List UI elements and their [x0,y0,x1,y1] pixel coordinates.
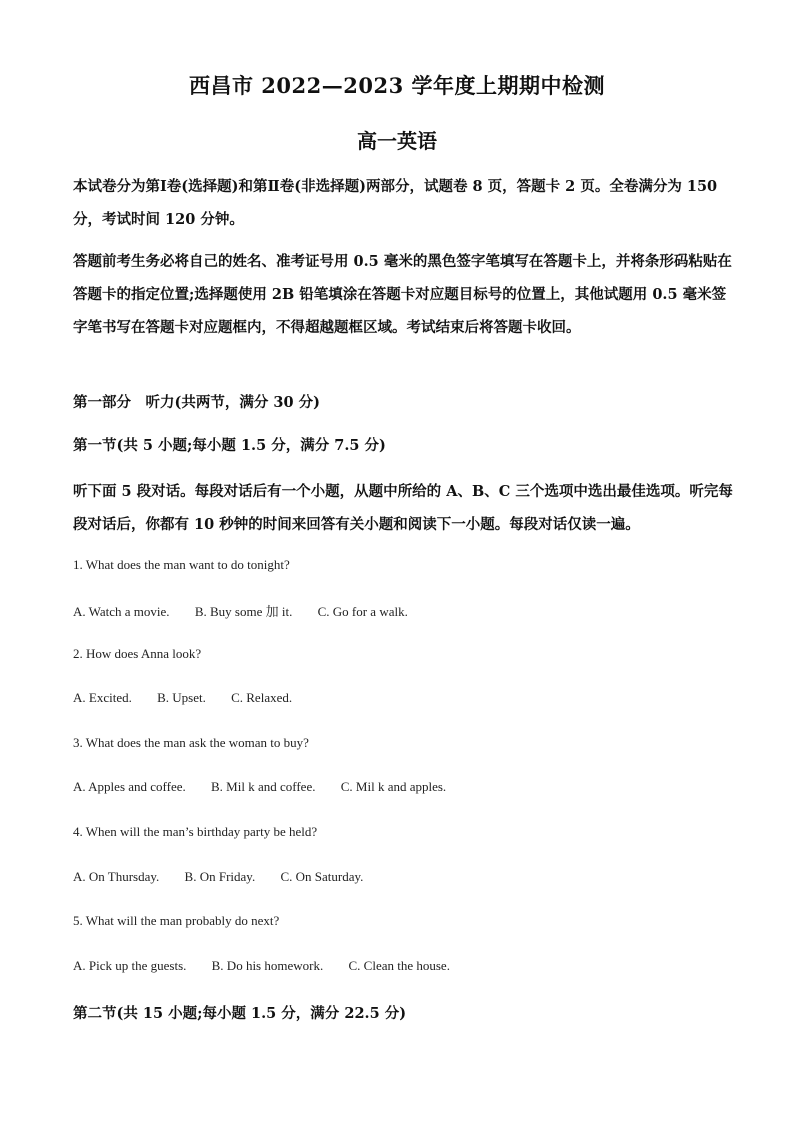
question-3-stem: 3. What does the man ask the woman to buy? [73,735,309,750]
question-1-stem: 1. What does the man want to do tonight? [73,557,290,572]
q4-option-a: A. On Thursday. [73,869,160,884]
q5-option-a: A. Pick up the guests. [73,958,187,973]
question-5-stem: 5. What will the man probably do next? [73,913,280,928]
question-3-options [73,779,468,795]
q1-option-b: B. Buy some 加 it. [194,604,293,619]
q5-option-c: C. Clean the house. [348,958,450,973]
question-5-options [73,958,472,974]
part1-heading: 第一部分 听力(共两节，满分 30 分) [73,394,320,411]
question-2-options [73,690,314,706]
question-2-stem: 2. How does Anna look? [73,646,202,661]
instructions-paragraph: 答题前考生务必将自己的姓名、准考证号用 0.5 毫米的黑色签字笔填写在答题卡上，并将条形码粘贴在答题卡的指定位置;选择题使用 2B 铅笔填涂在答题卡对应题目标号的位置上，其他试题用 0.5 毫米签字笔书写在答题卡对应题框内，不得超越题框区域。考试结束后将答题卡收回。 [73,253,732,336]
intro-paragraph: 本试卷分为第Ⅰ卷(选择题)和第Ⅱ卷(非选择题)两部分，试题卷 8 页，答题卡 2 页。全卷满分为 150 分，考试时间 120 分钟。 [73,178,718,228]
question-4-stem: 4. When will the man’s birthday party be held? [73,824,318,839]
exam-title: 西昌市 2022—2023 学年度上期期中检测 [188,73,605,98]
q1-option-c: C. Go for a walk. [317,604,408,619]
q3-option-a: A. Apples and coffee. [73,779,186,794]
q2-option-c: C. Relaxed. [231,690,293,705]
q1-option-a: A. Watch a movie. [73,604,170,619]
q2-option-b: B. Upset. [157,690,206,705]
q4-option-b: B. On Friday. [184,869,256,884]
q4-option-c: C. On Saturday. [280,869,364,884]
question-1-options [73,601,430,620]
q3-option-b: B. Mil k and coffee. [211,779,316,794]
section2-heading: 第二节(共 15 小题;每小题 1.5 分，满分 22.5 分) [73,1005,407,1022]
section1-heading: 第一节(共 5 小题;每小题 1.5 分，满分 7.5 分) [73,437,386,454]
question-4-options [73,869,385,885]
section1-directions: 听下面 5 段对话。每段对话后有一个小题，从题中所给的 A、B、C 三个选项中选出最佳选项。听完每段对话后，你都有 10 秒钟的时间来回答有关小题和阅读下一小题。每段对话仅读一遍。 [73,483,733,533]
q2-option-a: A. Excited. [73,690,132,705]
exam-subject: 高一英语 [357,129,437,153]
q3-option-c: C. Mil k and apples. [340,779,447,794]
q5-option-b: B. Do his homework. [211,958,324,973]
